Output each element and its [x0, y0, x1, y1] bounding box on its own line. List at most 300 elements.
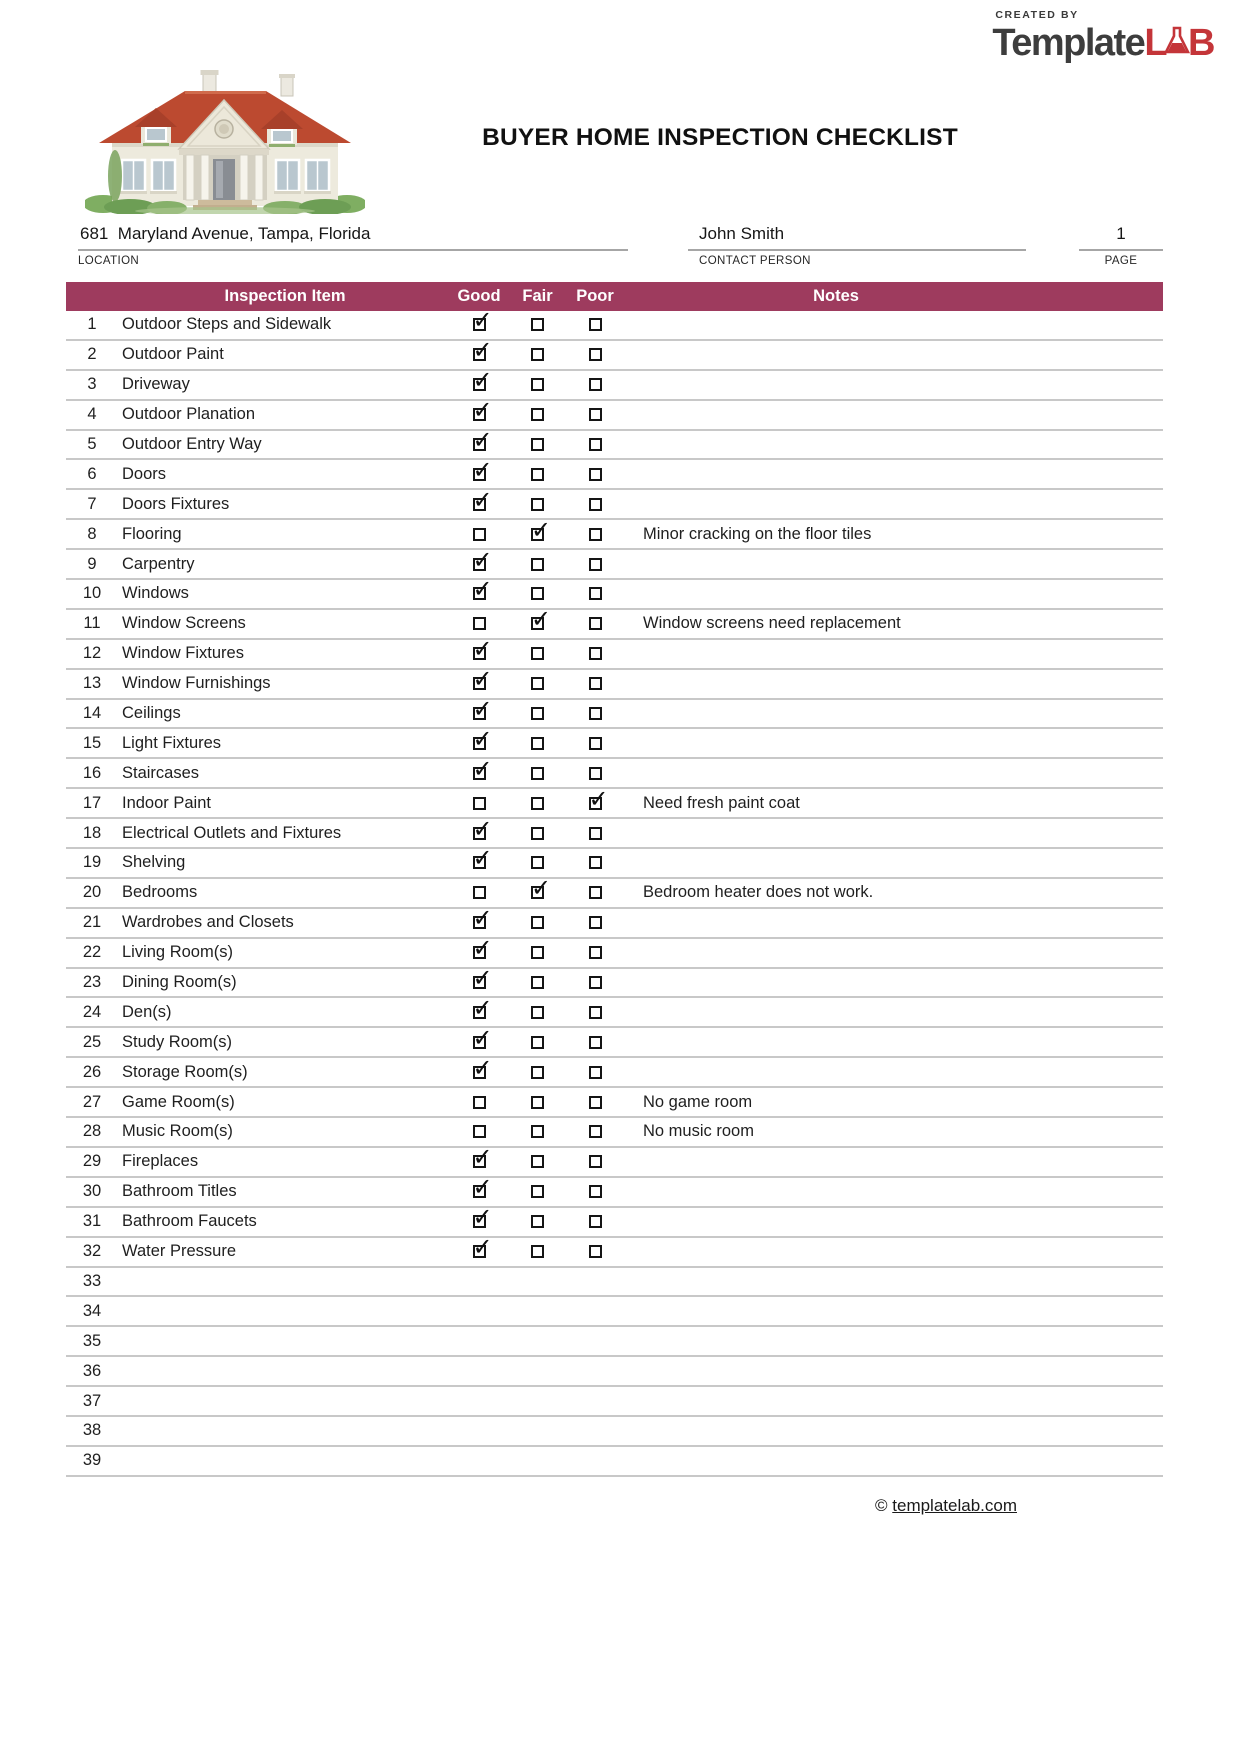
poor-checkbox[interactable]: [589, 647, 602, 660]
fair-cell: [510, 1066, 565, 1079]
poor-checkbox[interactable]: [589, 946, 602, 959]
row-number: 25: [82, 1032, 102, 1051]
fair-cell: [510, 916, 565, 929]
item-label: Living Room(s): [122, 943, 233, 962]
poor-cell: [565, 647, 625, 660]
table-body: [66, 311, 1163, 1477]
fair-checkbox[interactable]: [531, 797, 544, 810]
flask-icon: [1164, 25, 1190, 55]
header-good: Good: [457, 287, 501, 305]
poor-cell: [565, 318, 625, 331]
good-cell: [448, 528, 510, 541]
fair-cell: [510, 318, 565, 331]
page-number-label: PAGE: [1104, 255, 1138, 267]
row-number: 12: [82, 644, 102, 663]
poor-checkbox[interactable]: [589, 916, 602, 929]
page-title: BUYER HOME INSPECTION CHECKLIST: [482, 124, 958, 151]
fair-cell: [510, 498, 565, 511]
good-checkbox[interactable]: [473, 1125, 486, 1138]
poor-checkbox[interactable]: [589, 1215, 602, 1228]
poor-checkbox[interactable]: [589, 528, 602, 541]
poor-checkbox[interactable]: [589, 408, 602, 421]
poor-checkbox[interactable]: [589, 348, 602, 361]
footer: [875, 1496, 1017, 1516]
fair-cell: [510, 767, 565, 780]
row-number: 31: [82, 1212, 102, 1231]
brand-lab-b: B: [1188, 21, 1214, 64]
table-row: [66, 1148, 1163, 1178]
good-cell: [448, 767, 510, 780]
fair-checkbox[interactable]: [531, 528, 544, 541]
row-number: 3: [87, 375, 97, 394]
row-number: 4: [87, 405, 97, 424]
item-label: Doors Fixtures: [122, 494, 230, 513]
good-checkbox[interactable]: [473, 827, 486, 840]
poor-cell: [565, 1096, 625, 1109]
poor-cell: [565, 498, 625, 511]
fair-cell: [510, 1096, 565, 1109]
fair-checkbox[interactable]: [531, 946, 544, 959]
table-row: [66, 819, 1163, 849]
poor-cell: [565, 1215, 625, 1228]
good-cell: [448, 1215, 510, 1228]
good-cell: [448, 1245, 510, 1258]
item-label: Indoor Paint: [122, 793, 211, 812]
fair-cell: [510, 438, 565, 451]
fair-checkbox[interactable]: [531, 408, 544, 421]
note-text: Need fresh paint coat: [643, 793, 800, 812]
fair-checkbox[interactable]: [531, 1006, 544, 1019]
brand-template-text: Template: [992, 21, 1145, 64]
good-checkbox[interactable]: [473, 856, 486, 869]
table-row: [66, 1208, 1163, 1238]
table-row: [66, 580, 1163, 610]
poor-checkbox[interactable]: [589, 1096, 602, 1109]
good-cell: [448, 617, 510, 630]
note-text: Minor cracking on the floor tiles: [643, 524, 872, 543]
copyright-symbol: ©: [875, 1496, 888, 1515]
table-row: [66, 520, 1163, 550]
good-cell: [448, 1155, 510, 1168]
row-number: 9: [87, 554, 97, 573]
poor-cell: [565, 617, 625, 630]
good-cell: [448, 1036, 510, 1049]
brand-lab-l: L: [1144, 21, 1167, 64]
fair-checkbox[interactable]: [531, 677, 544, 690]
fair-cell: [510, 886, 565, 899]
page-number-value: 1: [1079, 222, 1163, 251]
fair-cell: [510, 348, 565, 361]
poor-cell: [565, 1185, 625, 1198]
good-cell: [448, 1066, 510, 1079]
row-number: 28: [82, 1122, 102, 1141]
good-checkbox[interactable]: [473, 797, 486, 810]
row-number: 17: [82, 793, 102, 812]
poor-checkbox[interactable]: [589, 677, 602, 690]
fair-checkbox[interactable]: [531, 1036, 544, 1049]
note-text: Window screens need replacement: [643, 614, 901, 633]
table-row: [66, 849, 1163, 879]
good-checkbox[interactable]: [473, 1245, 486, 1258]
table-row: [66, 939, 1163, 969]
fair-checkbox[interactable]: [531, 498, 544, 511]
row-number: 38: [82, 1421, 102, 1440]
note-text: Bedroom heater does not work.: [643, 883, 874, 902]
fair-cell: [510, 587, 565, 600]
table-row: [66, 1118, 1163, 1148]
good-checkbox[interactable]: [473, 528, 486, 541]
fair-checkbox[interactable]: [531, 976, 544, 989]
poor-checkbox[interactable]: [589, 1155, 602, 1168]
good-checkbox[interactable]: [473, 378, 486, 391]
good-checkbox[interactable]: [473, 647, 486, 660]
table-row: [66, 1028, 1163, 1058]
good-cell: [448, 587, 510, 600]
good-checkbox[interactable]: [473, 1036, 486, 1049]
item-label: Window Fixtures: [122, 644, 244, 663]
poor-checkbox[interactable]: [589, 1006, 602, 1019]
good-cell: [448, 976, 510, 989]
poor-checkbox[interactable]: [589, 707, 602, 720]
row-number: 32: [82, 1242, 102, 1261]
row-number: 8: [87, 524, 97, 543]
good-checkbox[interactable]: [473, 707, 486, 720]
good-checkbox[interactable]: [473, 1096, 486, 1109]
table-row: [66, 670, 1163, 700]
row-number: 21: [82, 913, 102, 932]
item-label: Outdoor Paint: [122, 345, 224, 364]
header-poor: Poor: [576, 287, 614, 305]
good-cell: [448, 677, 510, 690]
poor-checkbox[interactable]: [589, 1245, 602, 1258]
fair-cell: [510, 408, 565, 421]
fair-checkbox[interactable]: [531, 737, 544, 750]
good-checkbox[interactable]: [473, 976, 486, 989]
row-number: 34: [82, 1301, 102, 1320]
item-label: Game Room(s): [122, 1092, 235, 1111]
table-row: [66, 640, 1163, 670]
poor-cell: [565, 827, 625, 840]
table-row: [66, 998, 1163, 1028]
fair-checkbox[interactable]: [531, 827, 544, 840]
row-number: 11: [83, 614, 101, 633]
poor-checkbox[interactable]: [589, 378, 602, 391]
table-row: [66, 1088, 1163, 1118]
poor-checkbox[interactable]: [589, 767, 602, 780]
poor-checkbox[interactable]: [589, 587, 602, 600]
fair-cell: [510, 1215, 565, 1228]
table-row: [66, 729, 1163, 759]
templatelab-link[interactable]: templatelab.com: [892, 1496, 1017, 1515]
fair-checkbox[interactable]: [531, 587, 544, 600]
good-checkbox[interactable]: [473, 886, 486, 899]
poor-cell: [565, 1155, 625, 1168]
poor-cell: [565, 797, 625, 810]
fair-cell: [510, 856, 565, 869]
row-number: 24: [82, 1002, 102, 1021]
fair-checkbox[interactable]: [531, 468, 544, 481]
fair-checkbox[interactable]: [531, 1066, 544, 1079]
good-cell: [448, 797, 510, 810]
good-checkbox[interactable]: [473, 1185, 486, 1198]
row-number: 20: [82, 883, 102, 902]
row-number: 14: [82, 704, 102, 723]
good-checkbox[interactable]: [473, 916, 486, 929]
row-number: 6: [87, 464, 97, 483]
location-value: 681 Maryland Avenue, Tampa, Florida: [78, 222, 628, 251]
created-by-label: CREATED BY: [995, 9, 1079, 21]
good-checkbox[interactable]: [473, 1155, 486, 1168]
item-label: Wardrobes and Closets: [122, 913, 294, 932]
poor-checkbox[interactable]: [589, 856, 602, 869]
item-label: Storage Room(s): [122, 1062, 248, 1081]
good-checkbox[interactable]: [473, 617, 486, 630]
table-row: [66, 1058, 1163, 1088]
row-number: 22: [82, 943, 102, 962]
fair-checkbox[interactable]: [531, 438, 544, 451]
fair-cell: [510, 558, 565, 571]
good-checkbox[interactable]: [473, 677, 486, 690]
item-label: Window Furnishings: [122, 674, 271, 693]
poor-checkbox[interactable]: [589, 468, 602, 481]
fair-cell: [510, 737, 565, 750]
item-label: Outdoor Planation: [122, 405, 256, 424]
inspection-table: [66, 282, 1163, 1477]
fair-cell: [510, 647, 565, 660]
table-row: [66, 1238, 1163, 1268]
fair-checkbox[interactable]: [531, 856, 544, 869]
item-label: Bathroom Faucets: [122, 1212, 257, 1231]
fair-cell: [510, 528, 565, 541]
row-number: 23: [82, 973, 102, 992]
table-row: [66, 1297, 1163, 1327]
row-number: 1: [87, 315, 97, 334]
fair-checkbox[interactable]: [531, 886, 544, 899]
fair-checkbox[interactable]: [531, 647, 544, 660]
item-label: Flooring: [122, 524, 182, 543]
fair-checkbox[interactable]: [531, 1096, 544, 1109]
poor-cell: [565, 856, 625, 869]
good-checkbox[interactable]: [473, 498, 486, 511]
good-cell: [448, 1096, 510, 1109]
fair-cell: [510, 1036, 565, 1049]
fair-checkbox[interactable]: [531, 617, 544, 630]
table-row: [66, 311, 1163, 341]
row-number: 13: [82, 674, 102, 693]
fair-checkbox[interactable]: [531, 1155, 544, 1168]
poor-checkbox[interactable]: [589, 498, 602, 511]
good-cell: [448, 916, 510, 929]
table-row: [66, 431, 1163, 461]
row-number: 16: [82, 763, 102, 782]
good-checkbox[interactable]: [473, 587, 486, 600]
poor-checkbox[interactable]: [589, 976, 602, 989]
fair-checkbox[interactable]: [531, 378, 544, 391]
fair-cell: [510, 976, 565, 989]
good-cell: [448, 946, 510, 959]
good-checkbox[interactable]: [473, 558, 486, 571]
header-fair: Fair: [522, 287, 553, 305]
poor-checkbox[interactable]: [589, 1066, 602, 1079]
poor-checkbox[interactable]: [589, 1125, 602, 1138]
item-label: Water Pressure: [122, 1242, 237, 1261]
item-label: Shelving: [122, 853, 186, 872]
row-number: 33: [82, 1271, 102, 1290]
poor-cell: [565, 886, 625, 899]
item-label: Driveway: [122, 375, 190, 394]
good-checkbox[interactable]: [473, 1215, 486, 1228]
templatelab-wordmark: [992, 21, 1214, 64]
poor-checkbox[interactable]: [589, 797, 602, 810]
item-label: Ceilings: [122, 704, 181, 723]
contact-person-label: CONTACT PERSON: [699, 255, 811, 267]
poor-checkbox[interactable]: [589, 438, 602, 451]
table-row: [66, 371, 1163, 401]
fair-checkbox[interactable]: [531, 348, 544, 361]
row-number: 30: [82, 1182, 102, 1201]
table-row: [66, 1268, 1163, 1298]
good-checkbox[interactable]: [473, 348, 486, 361]
fair-cell: [510, 946, 565, 959]
poor-checkbox[interactable]: [589, 1036, 602, 1049]
fair-cell: [510, 468, 565, 481]
poor-cell: [565, 438, 625, 451]
table-row: [66, 341, 1163, 371]
item-label: Outdoor Entry Way: [122, 435, 262, 453]
fair-checkbox[interactable]: [531, 1185, 544, 1198]
good-cell: [448, 1185, 510, 1198]
fair-cell: [510, 1185, 565, 1198]
good-checkbox[interactable]: [473, 767, 486, 780]
table-row: [66, 550, 1163, 580]
row-number: 39: [82, 1451, 102, 1470]
row-number: 5: [87, 435, 97, 453]
item-label: Light Fixtures: [122, 733, 222, 752]
poor-cell: [565, 587, 625, 600]
poor-cell: [565, 737, 625, 750]
poor-cell: [565, 707, 625, 720]
header-inspection-item: Inspection Item: [224, 287, 346, 305]
good-cell: [448, 558, 510, 571]
good-checkbox[interactable]: [473, 1066, 486, 1079]
poor-cell: [565, 528, 625, 541]
item-label: Window Screens: [122, 614, 246, 633]
good-checkbox[interactable]: [473, 318, 486, 331]
poor-cell: [565, 1066, 625, 1079]
page-number-field: [1079, 222, 1163, 267]
fair-cell: [510, 1006, 565, 1019]
fair-checkbox[interactable]: [531, 707, 544, 720]
table-row: [66, 1387, 1163, 1417]
item-label: Outdoor Steps and Sidewalk: [122, 315, 332, 334]
good-cell: [448, 737, 510, 750]
good-cell: [448, 408, 510, 421]
fair-checkbox[interactable]: [531, 916, 544, 929]
poor-checkbox[interactable]: [589, 617, 602, 630]
item-label: Windows: [122, 584, 189, 603]
contact-person-field: [688, 222, 1026, 267]
fair-checkbox[interactable]: [531, 1215, 544, 1228]
item-label: Music Room(s): [122, 1122, 233, 1141]
item-label: Doors: [122, 464, 167, 483]
table-row: [66, 879, 1163, 909]
good-checkbox[interactable]: [473, 1006, 486, 1019]
header-notes: Notes: [813, 287, 859, 305]
good-checkbox[interactable]: [473, 408, 486, 421]
poor-checkbox[interactable]: [589, 1185, 602, 1198]
poor-cell: [565, 558, 625, 571]
table-row: [66, 969, 1163, 999]
fair-cell: [510, 797, 565, 810]
table-row: [66, 1178, 1163, 1208]
good-cell: [448, 1006, 510, 1019]
row-number: 7: [87, 494, 97, 513]
poor-cell: [565, 348, 625, 361]
note-text: No game room: [643, 1092, 753, 1111]
poor-cell: [565, 976, 625, 989]
table-row: [66, 759, 1163, 789]
poor-checkbox[interactable]: [589, 886, 602, 899]
poor-cell: [565, 408, 625, 421]
good-checkbox[interactable]: [473, 946, 486, 959]
good-checkbox[interactable]: [473, 737, 486, 750]
table-row: [66, 490, 1163, 520]
poor-cell: [565, 1125, 625, 1138]
good-cell: [448, 498, 510, 511]
row-number: 18: [82, 823, 102, 842]
fair-checkbox[interactable]: [531, 318, 544, 331]
fair-cell: [510, 677, 565, 690]
good-checkbox[interactable]: [473, 438, 486, 451]
poor-cell: [565, 767, 625, 780]
row-number: 37: [82, 1391, 102, 1410]
contact-person-value: John Smith: [688, 222, 1026, 251]
table-row: [66, 1327, 1163, 1357]
good-cell: [448, 707, 510, 720]
row-number: 2: [87, 345, 97, 364]
poor-checkbox[interactable]: [589, 827, 602, 840]
fair-cell: [510, 827, 565, 840]
good-cell: [448, 827, 510, 840]
location-field: [78, 222, 628, 267]
item-label: Den(s): [122, 1002, 172, 1021]
poor-cell: [565, 1245, 625, 1258]
table-row: [66, 1357, 1163, 1387]
good-cell: [448, 378, 510, 391]
table-header: [66, 282, 1163, 311]
row-number: 15: [82, 733, 102, 752]
fair-checkbox[interactable]: [531, 1125, 544, 1138]
good-cell: [448, 438, 510, 451]
fair-checkbox[interactable]: [531, 558, 544, 571]
fair-checkbox[interactable]: [531, 767, 544, 780]
house-photo: [85, 64, 365, 214]
fair-cell: [510, 1245, 565, 1258]
good-checkbox[interactable]: [473, 468, 486, 481]
fair-cell: [510, 1125, 565, 1138]
poor-checkbox[interactable]: [589, 318, 602, 331]
table-row: [66, 789, 1163, 819]
good-cell: [448, 1125, 510, 1138]
location-label: LOCATION: [78, 255, 140, 267]
fair-checkbox[interactable]: [531, 1245, 544, 1258]
poor-checkbox[interactable]: [589, 558, 602, 571]
item-label: Bedrooms: [122, 883, 198, 902]
row-number: 26: [82, 1062, 102, 1081]
poor-checkbox[interactable]: [589, 737, 602, 750]
good-cell: [448, 348, 510, 361]
row-number: 19: [82, 853, 102, 872]
